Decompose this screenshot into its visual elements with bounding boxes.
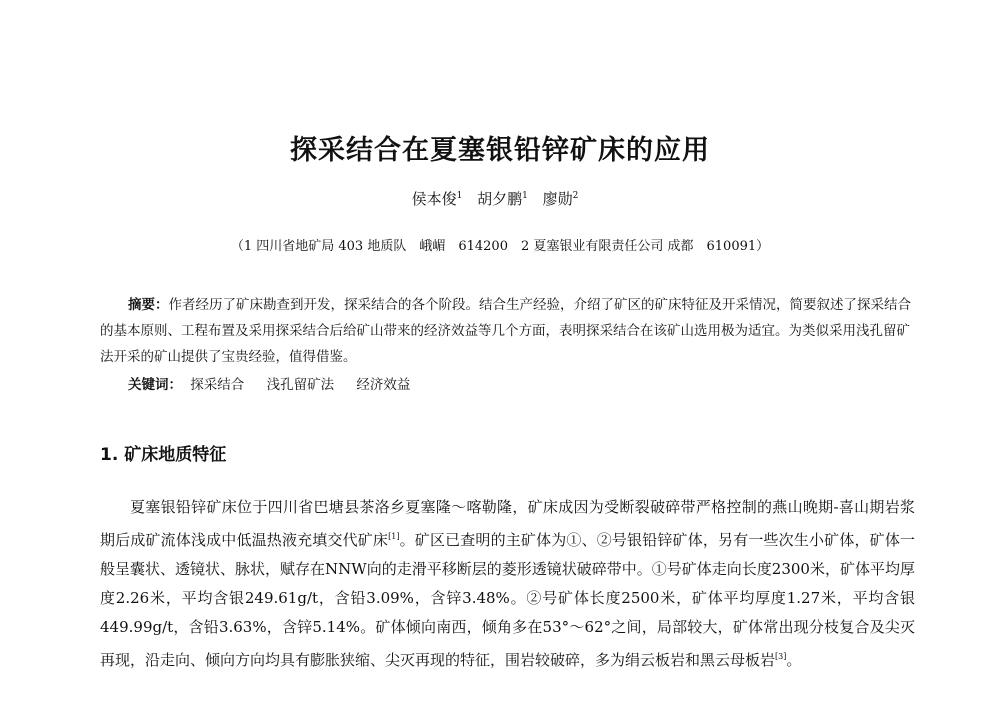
author-affiliation-mark: 1 (456, 191, 463, 201)
author-list (0, 188, 1000, 209)
section-body (100, 493, 915, 675)
keyword: 探采结合 (190, 377, 245, 393)
affiliation-line: （1 四川省地矿局 403 地质队 峨嵋 614200 2 夏塞银业有限责任公司 成都 610091） (230, 239, 770, 254)
keywords-label: 关键词： (128, 377, 182, 393)
body-paragraph (100, 493, 915, 675)
section-heading: 1. 矿床地质特征 (100, 445, 227, 465)
keyword: 经济效益 (356, 377, 411, 393)
author-affiliation-mark: 1 (522, 191, 528, 201)
author-name: 侯本俊 (411, 190, 457, 208)
abstract-text: 作者经历了矿床勘查到开发，探采结合的各个阶段。结合生产经验，介绍了矿区的矿床特征及开采情况，简要叙述了探采结合的基本原则、工程布置及采用探采结合后给矿山带来的经济效益等几个方面，表明探采结合在该矿山选用极为适宜。为类似采用浅孔留矿法开采的矿山提供了宝贵经验，值得借鉴。 (100, 297, 911, 365)
author-name: 胡夕鹏 (477, 190, 523, 208)
body-text: 。 (786, 651, 802, 669)
keywords-line (128, 373, 424, 393)
abstract-label: 摘要： (128, 297, 169, 313)
author-affiliation-mark: 2 (572, 191, 579, 201)
citation-ref: [1] (388, 532, 400, 541)
body-text: 。矿区已查明的主矿体为①、②号银铅锌矿体，另有一些次生小矿体，矿体一般呈囊状、透镜状、脉状，赋存在NNW向的走滑平移断层的菱形透镜状破碎带中。①号矿体走向长度2300米，矿体平均厚度2.26米，平均含银249.61g/t，含铅3.09%，含锌3.48%。②号矿体长度2500米，矿体平均厚度1.27米，平均含银449.99g/t，含铅3.63%，含锌5.14%。矿体倾向南西，倾角多在53°～62°之间，局部较大，矿体常出现分枝复合及尖灭再现，沿走向、倾向方向均具有膨胀狭缩、尖灭再现的特征，围岩较破碎，多为绢云板岩和黑云母板岩 (100, 531, 915, 669)
abstract-block (100, 292, 915, 370)
author-name: 廖勋 (542, 190, 573, 208)
body-text: 夏塞银铅锌矿床位于四川省巴塘县茶洛乡夏塞隆～喀勒隆，矿床成因为受断裂破碎带严格控制的燕山晚期-喜山期岩浆期后成矿流体浅成中低温热液充填交代矿床 (100, 498, 915, 549)
paper-title: 探采结合在夏塞银铅锌矿床的应用 (290, 135, 710, 166)
keyword: 浅孔留矿法 (266, 377, 335, 393)
citation-ref: [3] (775, 652, 787, 661)
